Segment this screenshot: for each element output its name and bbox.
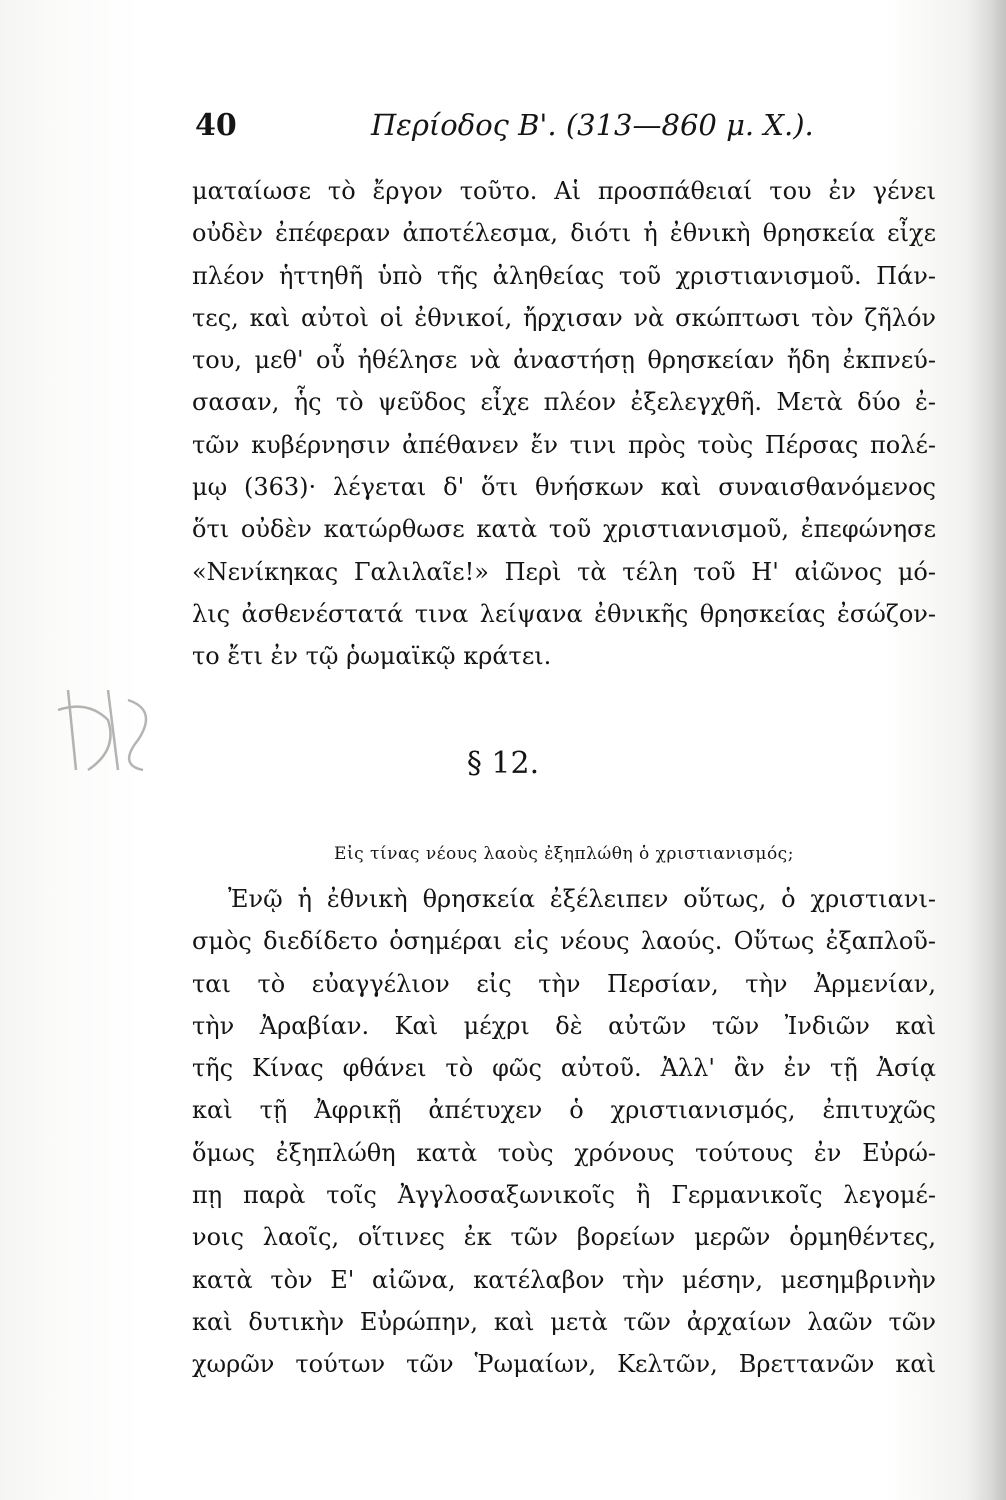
running-head [195,108,935,156]
text-line: Ἐνῷ ἡ ἐθνικὴ θρησκεία ἐξέλειπεν οὕτως, ὁ χριστιανι- [228,885,936,913]
paragraph-2 [192,878,936,1386]
text-line: τῶν κυβέρνησιν ἀπέθανεν ἔν τινι πρὸς τοὺς Πέρσας πολέ- [192,430,936,459]
section-number: § 12. [466,746,540,781]
text-line: ὅμως ἐξηπλώθη κατὰ τοὺς χρόνους τούτους ἐν Εὐρώ- [192,1138,936,1167]
text-line: τὴν Ἀραβίαν. Καὶ μέχρι δὲ αὐτῶν τῶν Ἰνδιῶν καὶ [192,1011,936,1040]
text-line: τῆς Κίνας φθάνει τὸ φῶς αὐτοῦ. Ἀλλ' ἂν ἐν τῇ Ἀσίᾳ [192,1054,936,1083]
text-line: σμὸς διεδίδετο ὁσημέραι εἰς νέους λαούς. Οὕτως ἐξαπλοῦ- [192,927,936,956]
paragraph-1 [192,170,936,678]
text-line: «Νενίκηκας Γαλιλαῖε!» Περὶ τὰ τέλη τοῦ Η' αἰῶνος μό- [192,557,936,586]
text-line: καὶ τῇ Ἀφρικῇ ἀπέτυχεν ὁ χριστιανισμός, ἐπιτυχῶς [192,1096,936,1125]
section-question: Εἰς τίνας νέους λαοὺς ἐξηπλώθη ὁ χριστιανισμός; [334,844,794,864]
text-line: του, μεθ' οὗ ἠθέλησε νὰ ἀναστήσῃ θρησκείαν ἤδη ἐκπνεύ- [192,346,936,375]
text-line: λις ἀσθενέστατά τινα λείψανα ἐθνικῆς θρησκείας ἐσώζον- [192,599,936,628]
text-line: ματαίωσε τὸ ἔργον τοῦτο. Αἱ προσπάθειαί του ἐν γένει [192,177,936,205]
text-line: ται τὸ εὐαγγέλιον εἰς τὴν Περσίαν, τὴν Ἀρμενίαν, [192,969,936,998]
text-line: κατὰ τὸν Ε' αἰῶνα, κατέλαβον τὴν μέσην, μεσημβρινὴν [192,1265,936,1294]
text-line: χωρῶν τούτων τῶν Ῥωμαίων, Κελτῶν, Βρεττανῶν καὶ [192,1350,936,1379]
text-line: οὐδὲν ἐπέφεραν ἀποτέλεσμα, διότι ἡ ἐθνικὴ θρησκεία εἶχε [192,219,936,248]
text-line: πῃ παρὰ τοῖς Ἀγγλοσαξωνικοῖς ἢ Γερμανικοῖς λεγομέ- [192,1181,936,1210]
text-line: πλέον ἡττηθῆ ὑπὸ τῆς ἀληθείας τοῦ χριστιανισμοῦ. Πάν- [192,261,936,290]
page-number: 40 [195,108,237,143]
text-line: ὅτι οὐδὲν κατώρθωσε κατὰ τοῦ χριστιανισμοῦ, ἐπεφώνησε [192,515,936,544]
text-line: τες, καὶ αὐτοὶ οἱ ἐθνικοί, ἤρχισαν νὰ σκώπτωσι τὸν ζῆλόν [192,303,936,332]
text-line: νοις λαοῖς, οἵτινες ἐκ τῶν βορείων μερῶν ὁρμηθέντες, [192,1223,936,1252]
running-title: Περίοδος Β'. (313—860 μ. Χ.). [371,108,814,142]
text-line: το ἔτι ἐν τῷ ῥωμαϊκῷ κράτει. [192,642,552,671]
text-line: καὶ δυτικὴν Εὐρώπην, καὶ μετὰ τῶν ἀρχαίων λαῶν τῶν [192,1307,936,1336]
text-line: μῳ (363)· λέγεται δ' ὅτι θνήσκων καὶ συναισθανόμενος [192,473,936,502]
text-line: σασαν, ἧς τὸ ψεῦδος εἶχε πλέον ἐξελεγχθῆ. Μετὰ δύο ἐ- [192,388,936,417]
